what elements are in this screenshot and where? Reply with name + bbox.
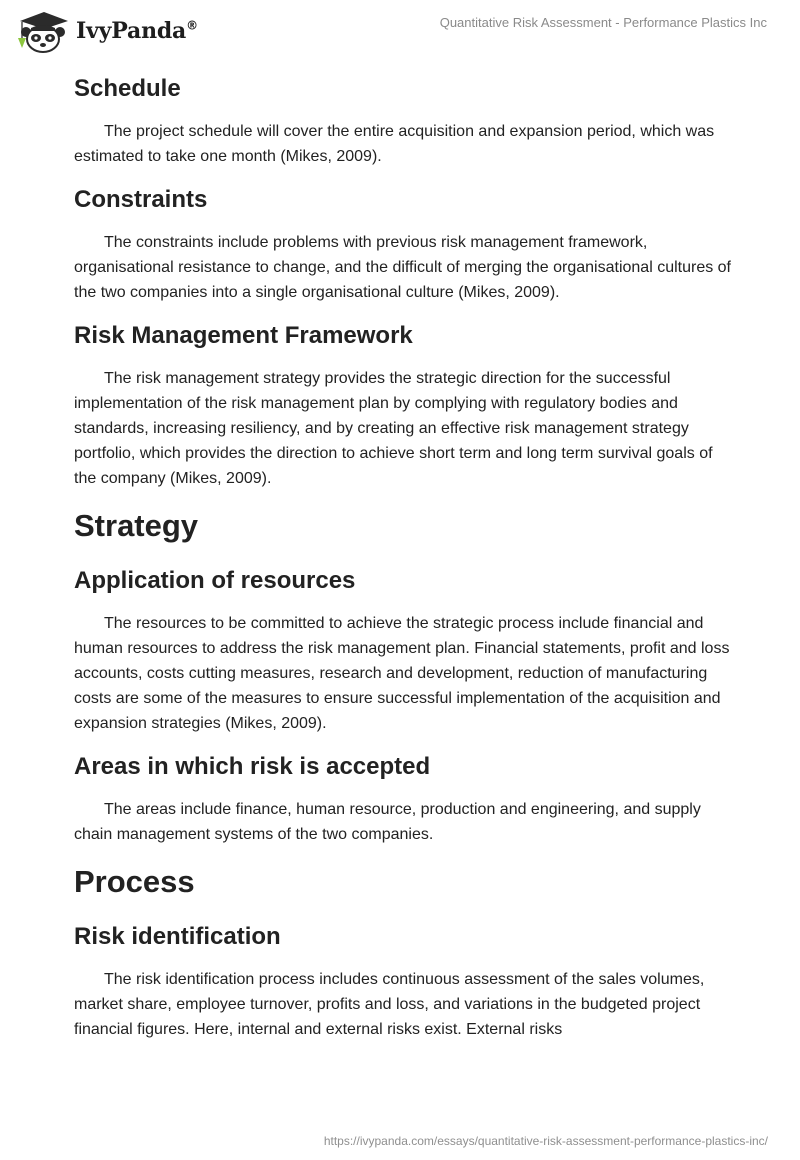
heading-schedule: Schedule	[74, 75, 181, 102]
heading-risk-management-framework: Risk Management Framework	[74, 322, 413, 349]
paragraph-schedule: The project schedule will cover the entire acquisition and expansion period, which was estimated to take one month (Mikes, 2009).	[74, 123, 715, 165]
paragraph-risk-management-framework: The risk management strategy provides the strategic direction for the successful implementation of the risk management plan by complying with regulatory bodies and standards, increasing resiliency, and by creating an effective risk management strategy portfolio, which provides the direction to achieve short term and long term survival goals of the company (Mikes, 2009).	[74, 370, 713, 487]
source-url[interactable]: https://ivypanda.com/essays/quantitative-risk-assessment-performance-plastics-inc/	[323, 1134, 768, 1148]
heading-process: Process	[74, 863, 195, 899]
heading-areas-risk-accepted: Areas in which risk is accepted	[74, 752, 431, 780]
registered-mark: ®	[186, 18, 198, 33]
paragraph-risk-identification: The risk identification process includes continuous assessment of the sales volumes, market share, employee turnover, profits and loss, and variations in the budgeted project financial figures. Here, internal and external risks exist. External risks	[74, 970, 705, 1038]
heading-risk-identification: Risk identification	[74, 922, 281, 950]
paragraph-constraints: The constraints include problems with previous risk management framework, organisational resistance to change, and the difficult of merging the organisational cultures of the two companies into a single organisational culture (Mikes, 2009).	[74, 234, 731, 301]
heading-strategy: Strategy	[74, 508, 199, 543]
paragraph-application-of-resources: The resources to be committed to achieve the strategic process include financial and human resources to address the risk management plan. Financial statements, profit and loss accounts, costs cutting measures, research and development, reduction of manufacturing costs are some of the measures to ensure successful implementation of the acquisition and expansion strategies (Mikes, 2009).	[74, 614, 730, 732]
heading-application-of-resources: Application of resources	[74, 566, 356, 594]
page-header	[0, 0, 800, 64]
panda-graduation-cap-icon	[14, 8, 74, 54]
document-title: Quantitative Risk Assessment - Performance Plastics Inc	[439, 15, 767, 30]
heading-constraints: Constraints	[74, 186, 208, 213]
brand-name: IvyPanda®	[76, 18, 198, 44]
essay-content	[74, 66, 734, 1042]
paragraph-areas-risk-accepted: The areas include finance, human resource, production and engineering, and supply chain management systems of the two companies.	[74, 800, 701, 843]
ivypanda-logo[interactable]	[14, 8, 198, 54]
